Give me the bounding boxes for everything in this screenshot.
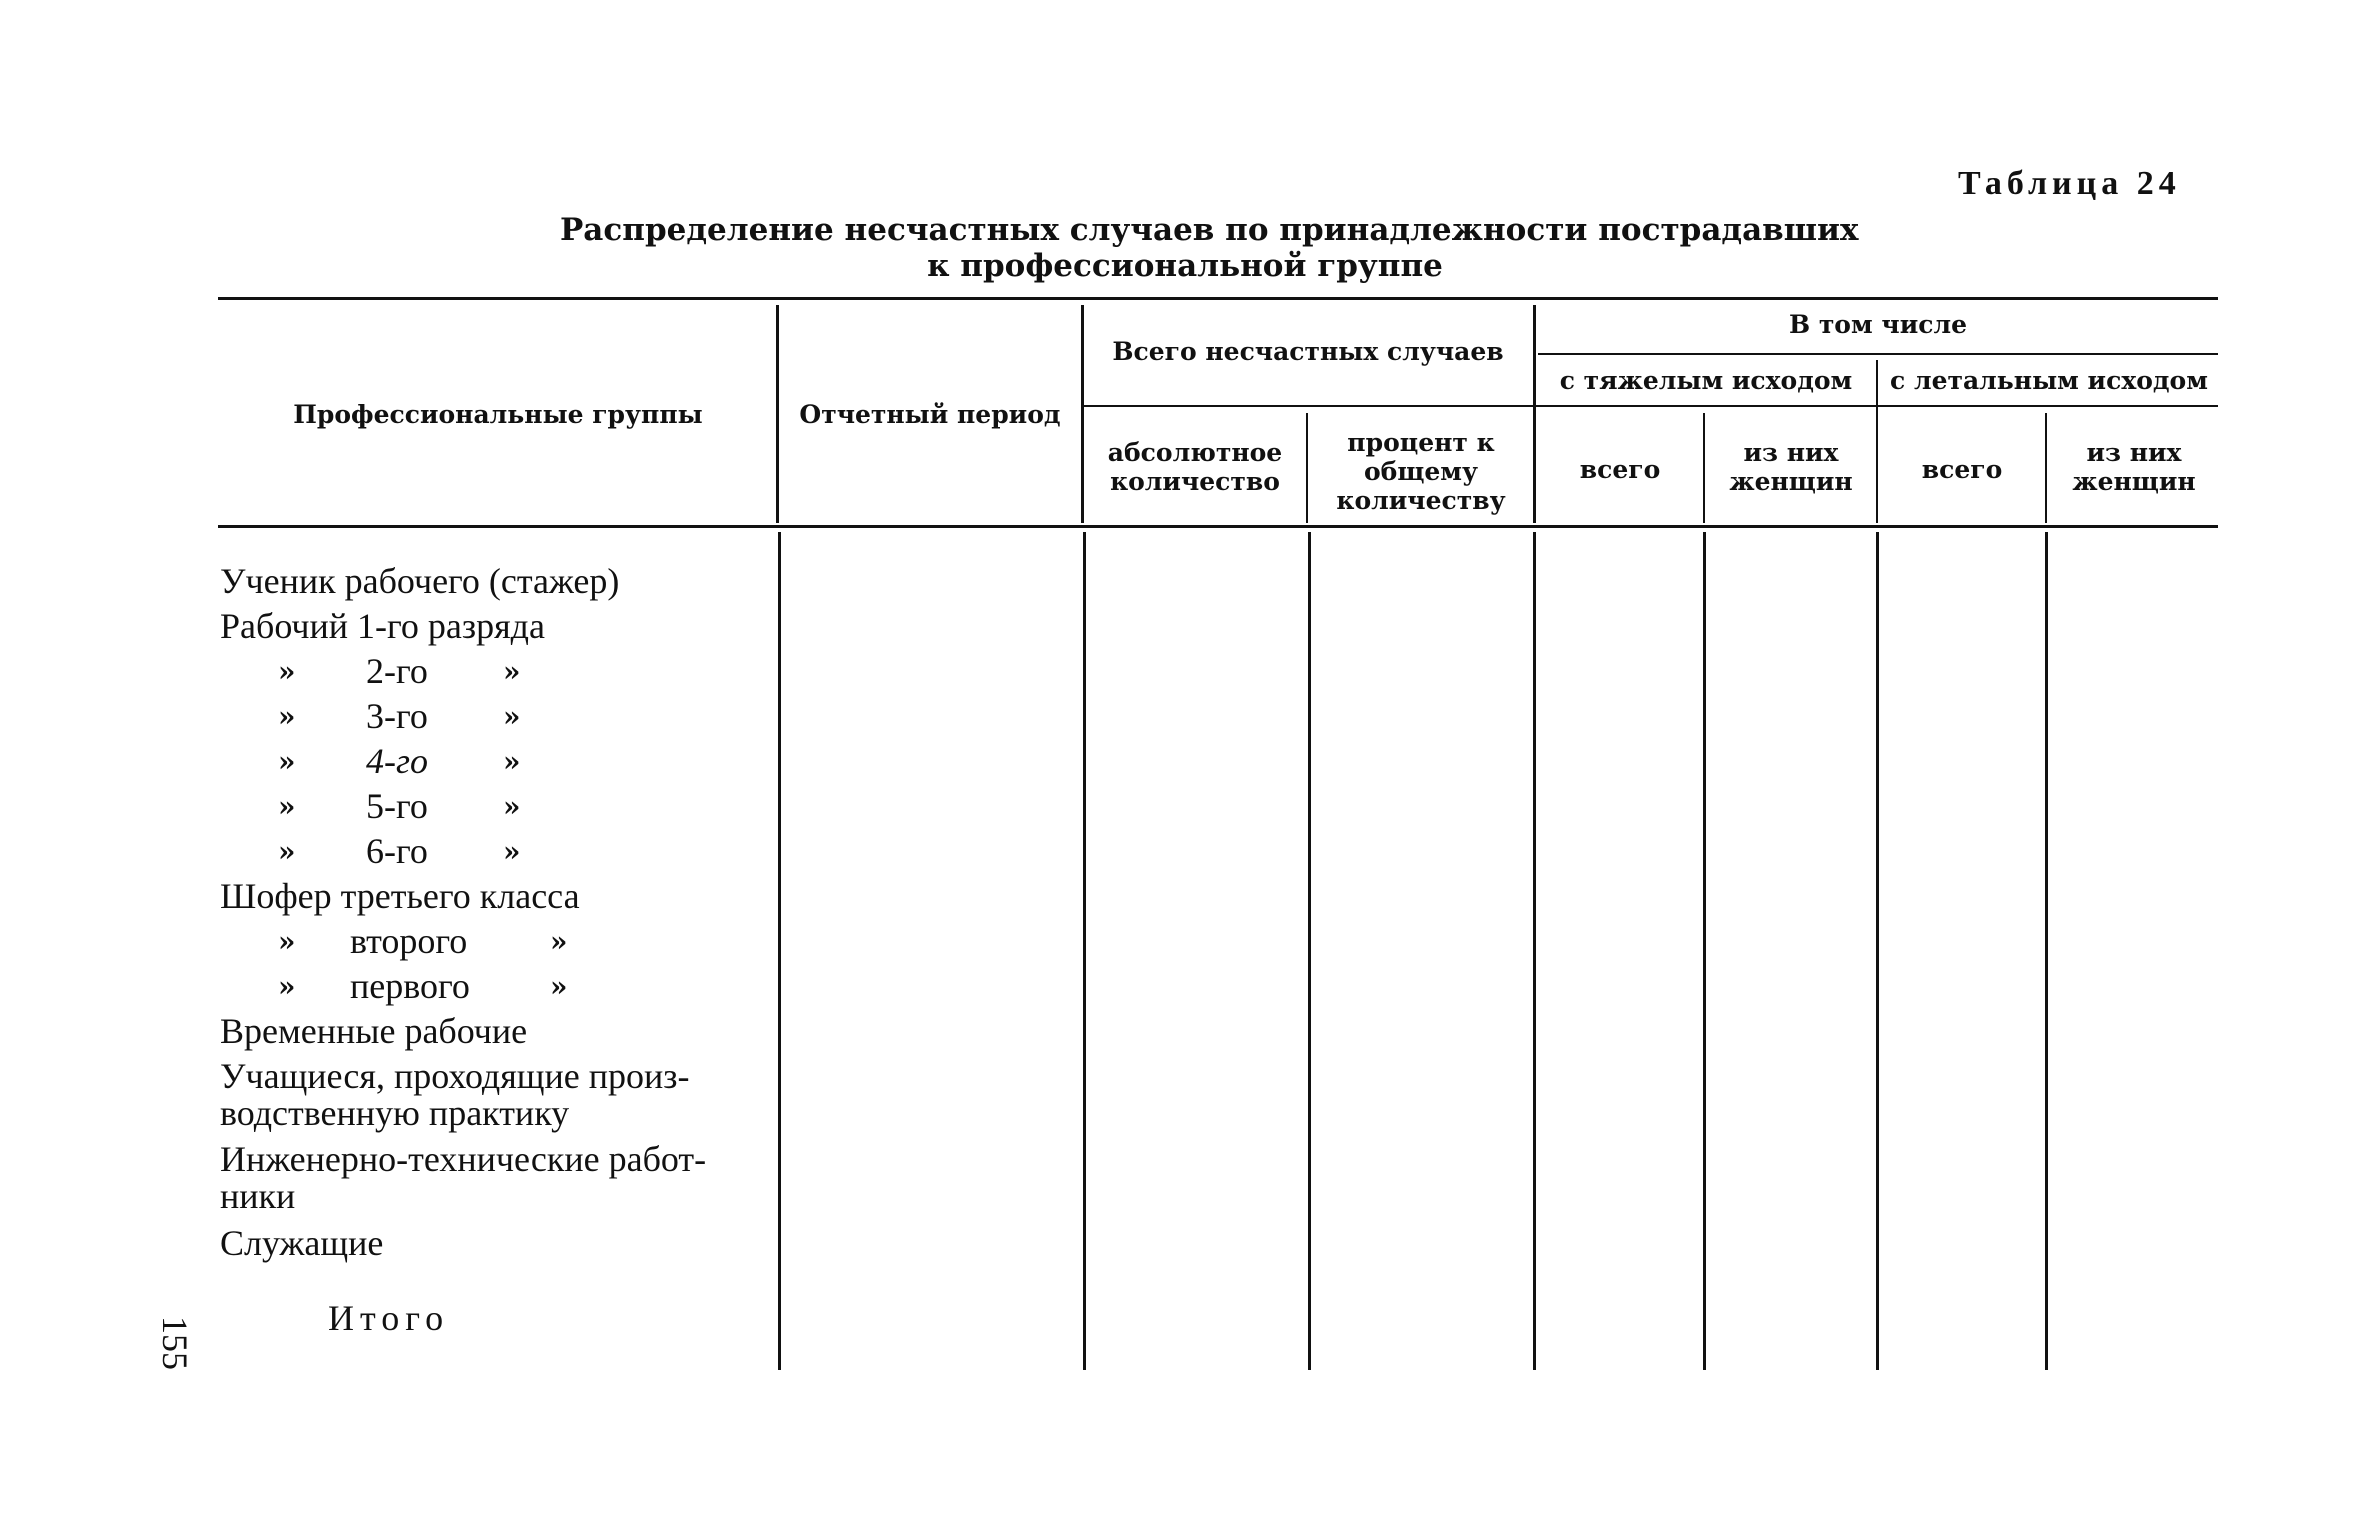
table-title-line2: к профессиональной группе [927, 248, 1443, 284]
subheader-rule-lower [1083, 405, 2218, 407]
row-driver-class-2: второго [350, 921, 468, 961]
col-divider-period [776, 305, 779, 523]
col-divider-severe-women-hdr [1703, 413, 1705, 523]
header-percent: процент к общему количеству [1336, 428, 1506, 515]
ditto-mark: » [278, 835, 296, 868]
col-divider-lethal-women-hdr [2045, 413, 2047, 523]
row-worker-grade-2: 2-го [366, 651, 428, 691]
ditto-mark: » [278, 970, 296, 1003]
col-divider-lethal-hdr [1876, 360, 1878, 523]
header-severe: с тяжелым исходом [1559, 366, 1853, 395]
col-divider-total [1081, 305, 1084, 523]
row-total: Итого [328, 1298, 450, 1338]
subheader-rule-including [1538, 353, 2218, 355]
row-driver-class-1: первого [350, 966, 470, 1006]
ditto-mark: » [278, 925, 296, 958]
header-including: В том числе [1788, 310, 1967, 339]
ditto-mark: » [503, 745, 521, 778]
header-period: Отчетный период [799, 400, 1061, 429]
body-col-divider-4 [1533, 532, 1536, 1370]
table-title-line1: Распределение несчастных случаев по принадлежности пострадавших [560, 212, 1859, 248]
row-apprentice: Ученик рабочего (стажер) [220, 561, 620, 601]
header-absolute: абсолютное количество [1107, 438, 1283, 496]
table-caption: Таблица 24 [1958, 165, 2181, 202]
row-engineers-line1: Инженерно-технические работ- [220, 1139, 707, 1179]
header-severe-all: всего [1579, 455, 1661, 484]
ditto-mark: » [503, 790, 521, 823]
row-worker-grade-6: 6-го [366, 831, 428, 871]
header-lethal-all: всего [1921, 455, 2003, 484]
table-top-rule [218, 297, 2218, 300]
body-col-divider-5 [1703, 532, 1706, 1370]
row-students-line1: Учащиеся, проходящие произ- [220, 1056, 690, 1096]
ditto-mark: » [503, 655, 521, 688]
row-employees: Служащие [220, 1223, 384, 1263]
body-col-divider-3 [1308, 532, 1311, 1370]
ditto-mark: » [503, 700, 521, 733]
body-col-divider-6 [1876, 532, 1879, 1370]
header-lethal-women: из них женщин [2072, 438, 2196, 496]
row-worker-grade-5: 5-го [366, 786, 428, 826]
row-engineers-line2: ники [220, 1176, 296, 1216]
ditto-mark: » [278, 745, 296, 778]
page-number: 155 [155, 1316, 195, 1370]
col-divider-percent-hdr [1306, 413, 1308, 523]
ditto-mark: » [550, 925, 568, 958]
header-lethal: с летальным исходом [1890, 366, 2208, 395]
header-bottom-rule [218, 525, 2218, 528]
ditto-mark: » [503, 835, 521, 868]
row-worker-grade-1: Рабочий 1-го разряда [220, 606, 545, 646]
ditto-mark: » [278, 790, 296, 823]
row-driver-class-3: Шофер третьего класса [220, 876, 580, 916]
header-total: Всего несчастных случаев [1112, 337, 1504, 366]
body-col-divider-1 [778, 532, 781, 1370]
header-severe-women: из них женщин [1729, 438, 1853, 496]
header-groups: Профессиональные группы [293, 400, 703, 429]
row-students-line2: водственную практику [220, 1093, 570, 1133]
row-worker-grade-3: 3-го [366, 696, 428, 736]
body-col-divider-7 [2045, 532, 2048, 1370]
col-divider-including [1533, 305, 1536, 523]
row-temporary-workers: Временные рабочие [220, 1011, 528, 1051]
ditto-mark: » [278, 655, 296, 688]
body-col-divider-2 [1083, 532, 1086, 1370]
ditto-mark: » [278, 700, 296, 733]
ditto-mark: » [550, 970, 568, 1003]
row-worker-grade-4: 4-го [366, 741, 429, 781]
